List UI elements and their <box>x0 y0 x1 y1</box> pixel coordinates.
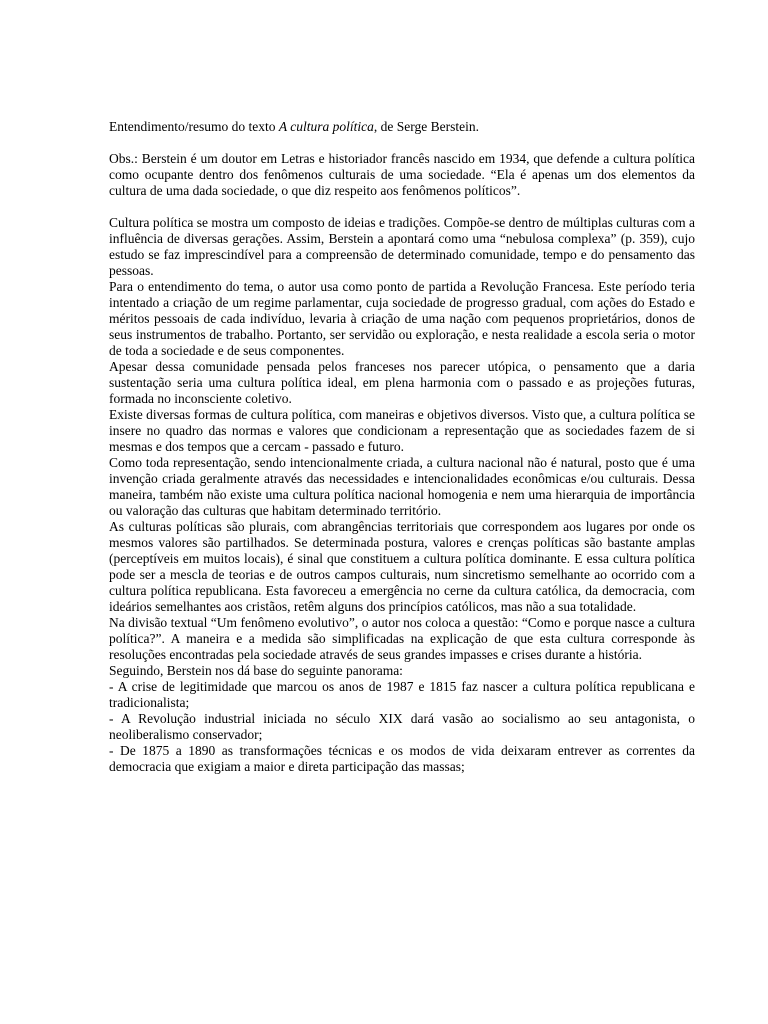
paragraph: Na divisão textual “Um fenômeno evolutivo”, o autor nos coloca a questão: “Como e porque nasce a cultura política?”. A maneira e a medida são simplificadas na explicação de que esta cultura corresponde às resoluções encontradas pela sociedade através de seus grandes impasses e crises durante a história. <box>109 615 695 662</box>
title-work: A cultura política <box>278 119 374 134</box>
list-item: - De 1875 a 1890 as transformações técnicas e os modos de vida deixaram entrever as correntes da democracia que exigiam a maior e direta participação das massas; <box>109 743 695 774</box>
paragraph: Como toda representação, sendo intencionalmente criada, a cultura nacional não é natural, posto que é uma invenção criada geralmente através das necessidades e intencionalidades econômicas e/ou culturais. Dessa maneira, também não existe uma cultura política nacional homogenia e nem uma hierarquia de importância ou valoração das culturas que habitam determinado território. <box>109 455 695 518</box>
paragraph: Para o entendimento do tema, o autor usa como ponto de partida a Revolução Francesa. Este período teria intentado a criação de um regime parlamentar, cuja sociedade de progresso gradual, com ações do Estado e méritos pessoais de cada indivíduo, levaria à criação de uma nação com pequenos proprietários, donos de seus instrumentos de trabalho. Portanto, ser servidão ou exploração, e nesta realidade a escola seria o motor de toda a sociedade e de seus componentes. <box>109 279 695 358</box>
paragraph: As culturas políticas são plurais, com abrangências territoriais que correspondem aos lugares por onde os mesmos valores são partilhados. Se determinada postura, valores e crenças políticas são bastante amplas (perceptíveis em muitos locais), é sinal que constituem a cultura política dominante. E essa cultura política pode ser a mescla de teorias e de outros campos culturais, num sincretismo semelhante ao ocorrido com a cultura política republicana. Esta favoreceu a emergência no cerne da cultura católica, da democracia, com ideários semelhantes aos cristãos, retêm alguns dos princípios católicos, mas não a sua totalidade. <box>109 519 695 614</box>
title-prefix: Entendimento/resumo do texto <box>109 119 279 134</box>
title-suffix: , de Serge Berstein. <box>373 119 479 134</box>
document-title <box>109 119 695 135</box>
document-body <box>109 119 695 775</box>
obs-paragraph: Obs.: Berstein é um doutor em Letras e historiador francês nascido em 1934, que defende a cultura política como ocupante dentro dos fenômenos culturais de uma sociedade. “Ela é apenas um dos elementos da cultura de uma dada sociedade, o que diz respeito aos fenômenos políticos”. <box>109 151 695 198</box>
list-item: - A crise de legitimidade que marcou os anos de 1987 e 1815 faz nascer a cultura política republicana e tradicionalista; <box>109 679 695 710</box>
paragraph: Seguindo, Berstein nos dá base do seguinte panorama: <box>109 663 403 678</box>
paragraph: Apesar dessa comunidade pensada pelos franceses nos parecer utópica, o pensamento que a daria sustentação seria uma cultura política ideal, em plena harmonia com o passado e as projeções futuras, formada no inconsciente coletivo. <box>109 359 695 406</box>
paragraph: Cultura política se mostra um composto de ideias e tradições. Compõe-se dentro de múltiplas culturas com a influência de diversas gerações. Assim, Berstein a apontará como uma “nebulosa complexa” (p. 359), cujo estudo se faz imprescindível para a compreensão de determinado comunidade, tempo e do pensamento das pessoas. <box>109 215 695 278</box>
paragraph: Existe diversas formas de cultura política, com maneiras e objetivos diversos. Visto que, a cultura política se insere no quadro das normas e valores que condicionam a representação que as sociedades fazem de si mesmas e dos tempos que a cercam - passado e futuro. <box>109 407 695 454</box>
list-item: - A Revolução industrial iniciada no século XIX dará vasão ao socialismo ao seu antagonista, o neoliberalismo conservador; <box>109 711 695 742</box>
